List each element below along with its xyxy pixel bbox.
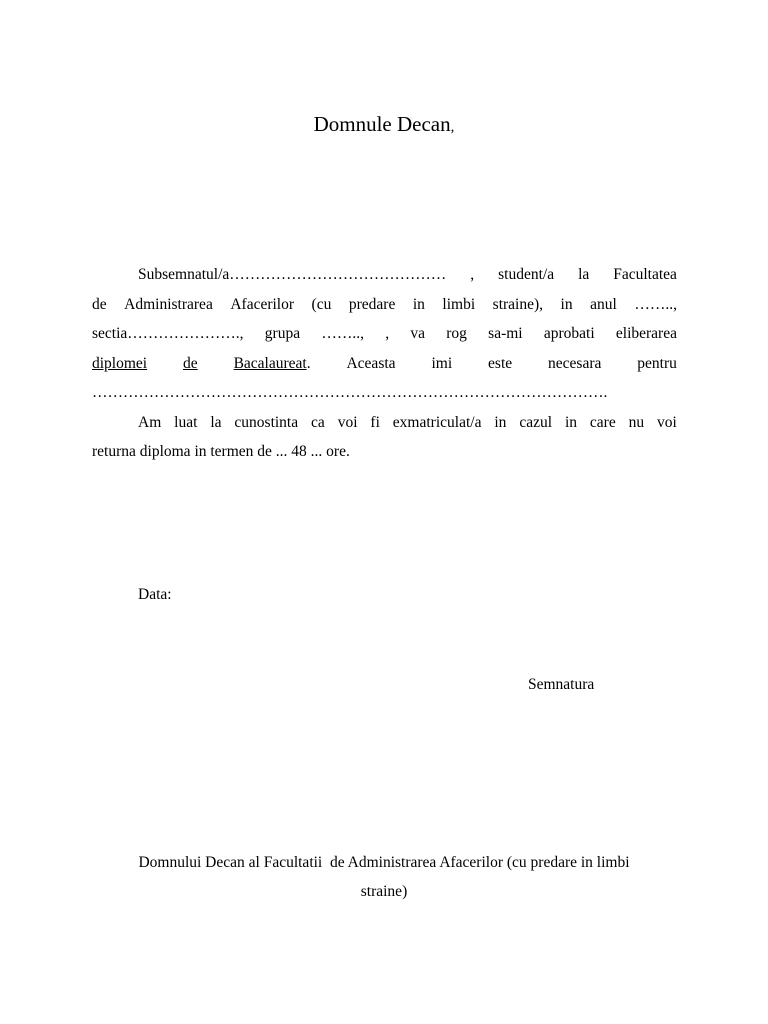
word: limbi bbox=[442, 295, 476, 313]
word: aprobati bbox=[543, 325, 595, 342]
word: eliberarea bbox=[615, 325, 677, 342]
word: sa-mi bbox=[488, 325, 523, 342]
request-body bbox=[92, 260, 677, 467]
word: Subsemnatul/a…………………………………… bbox=[138, 266, 447, 283]
signature-label: Semnatura bbox=[528, 676, 595, 693]
word: , bbox=[385, 325, 390, 342]
word: necesara bbox=[548, 354, 602, 372]
word: in bbox=[494, 413, 507, 431]
word: fi bbox=[370, 413, 380, 431]
word: exmatriculat/a bbox=[392, 413, 482, 431]
word: voi bbox=[657, 413, 677, 431]
word: va bbox=[410, 325, 425, 342]
word: la bbox=[578, 266, 590, 283]
word: cunostinta bbox=[234, 413, 299, 431]
paragraph2-line2 bbox=[92, 437, 677, 467]
paragraph1-line3 bbox=[92, 319, 677, 349]
salutation-text: Domnule Decan bbox=[313, 112, 451, 136]
word: ca bbox=[311, 413, 325, 431]
word: in bbox=[412, 295, 425, 313]
word: anul bbox=[590, 295, 617, 313]
paragraph1-line5 bbox=[92, 378, 677, 408]
word bbox=[234, 349, 311, 379]
word: Am bbox=[138, 413, 162, 431]
word: imi bbox=[431, 354, 453, 372]
underlined-word: de bbox=[183, 354, 198, 372]
paragraph1-line4 bbox=[92, 349, 677, 379]
word: este bbox=[488, 354, 513, 372]
word: in bbox=[560, 295, 573, 313]
word: grupa bbox=[264, 325, 301, 342]
word: predare bbox=[348, 295, 396, 313]
word: pentru bbox=[637, 354, 677, 372]
word: rog bbox=[446, 325, 467, 342]
dotted-fill-line: ………………………………………………………………………………………. bbox=[92, 384, 608, 401]
word: in bbox=[564, 413, 577, 431]
salutation-heading bbox=[0, 112, 768, 137]
underlined-word: diplomei bbox=[92, 354, 148, 372]
addressee-line2: straine) bbox=[360, 883, 408, 900]
salutation-punct: , bbox=[450, 119, 455, 135]
word: straine), bbox=[492, 295, 544, 313]
paragraph2-last-line: returna diploma in termen de ... 48 ... ore. bbox=[92, 443, 350, 460]
word: Facultatea bbox=[613, 266, 677, 283]
word: Aceasta bbox=[346, 354, 396, 372]
word: student/a bbox=[498, 266, 555, 283]
paragraph2-line1 bbox=[92, 408, 677, 438]
addressee-block bbox=[0, 848, 768, 906]
word: Administrarea bbox=[124, 295, 213, 313]
date-label: Data: bbox=[138, 586, 172, 603]
word: (cu bbox=[311, 295, 332, 313]
word: …….., bbox=[634, 295, 677, 313]
word: nu bbox=[628, 413, 645, 431]
word: la bbox=[210, 413, 222, 431]
word: luat bbox=[174, 413, 198, 431]
word: , bbox=[470, 266, 475, 283]
word: care bbox=[589, 413, 616, 431]
underlined-word: Bacalaureat bbox=[233, 354, 307, 372]
punctuation: . bbox=[306, 354, 311, 372]
paragraph1-line2 bbox=[92, 290, 677, 320]
word: de bbox=[92, 295, 107, 313]
word: …….., bbox=[321, 325, 364, 342]
word: Afacerilor bbox=[230, 295, 295, 313]
word: cazul bbox=[519, 413, 553, 431]
addressee-line1: Domnului Decan al Facultatii de Administrarea Afacerilor (cu predare in limbi bbox=[138, 854, 630, 871]
word: sectia…………………., bbox=[92, 325, 244, 342]
paragraph1-line1 bbox=[92, 260, 677, 290]
word: voi bbox=[337, 413, 358, 431]
